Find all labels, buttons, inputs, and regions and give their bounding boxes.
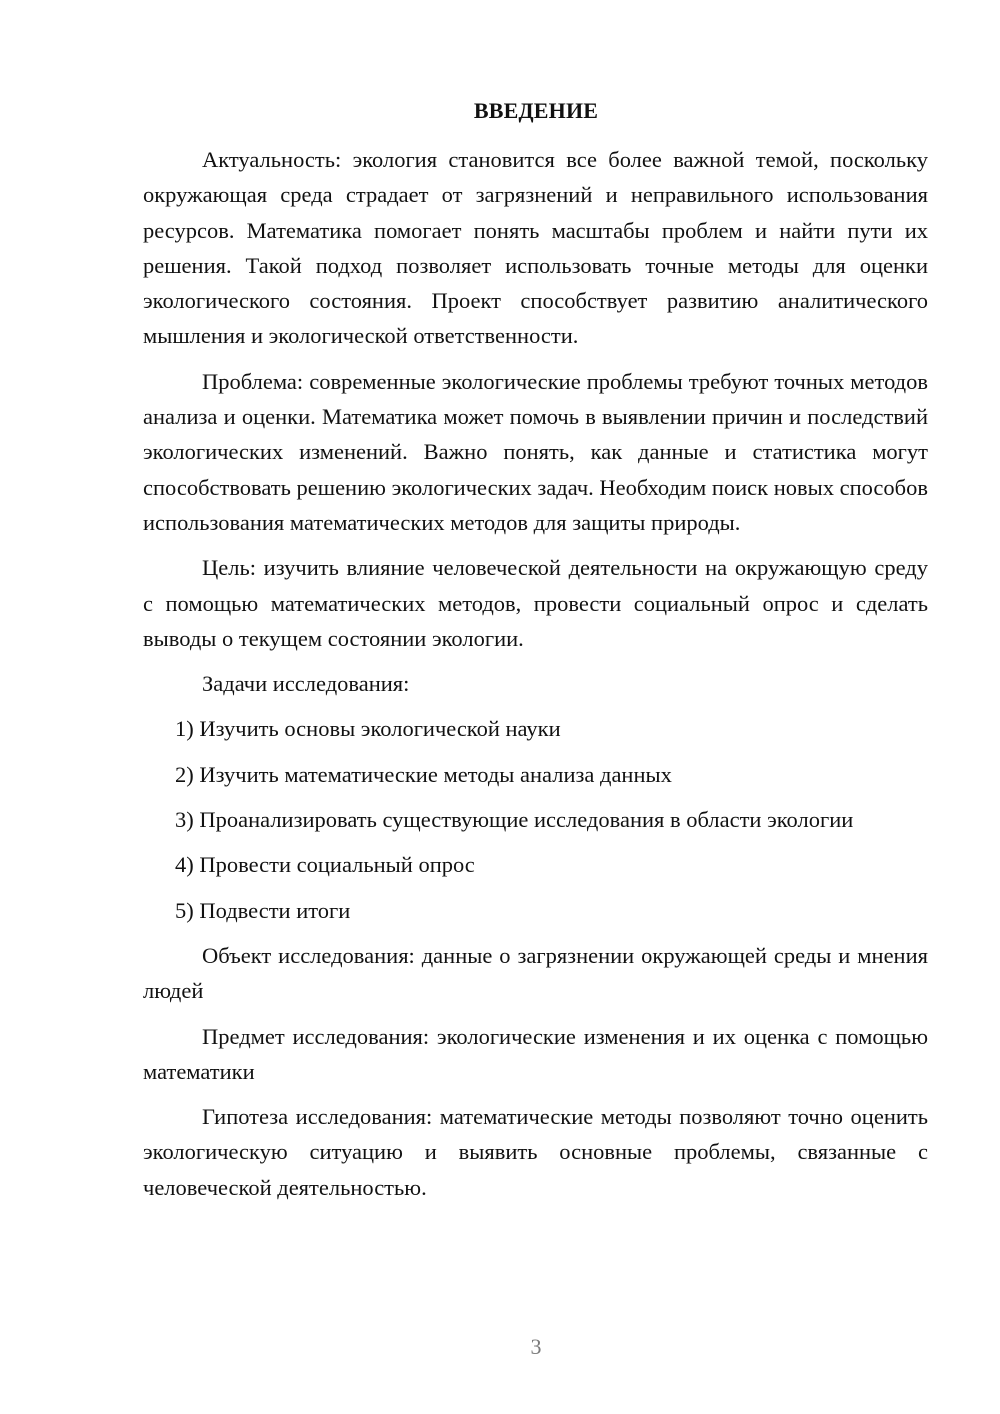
paragraph-relevance: Актуальность: экология становится все более важной темой, поскольку окружающая среда страдает от загрязнений и неправильного использования ресурсов. Математика помогает понять масштабы проблем и найти пути их решения. Такой подход позволяет использовать точные методы для оценки экологического состояния. Проект способствует развитию аналитического мышления и экологической ответственности. — [143, 147, 928, 349]
list-item: 2) Изучить математические методы анализа данных — [175, 761, 672, 787]
paragraph-object: Объект исследования: данные о загрязнении окружающей среды и мнения людей — [143, 942, 928, 1004]
paragraph-subject: Предмет исследования: экологические изменения и их оценка с помощью математики — [143, 1023, 928, 1084]
list-item: 5) Подвести итоги — [175, 897, 351, 923]
page-number: 3 — [530, 1334, 542, 1359]
paragraph-problem: Проблема: современные экологические проблемы требуют точных методов анализа и оценки. Математика может помочь в выявлении причин и последствий экологических изменений. Важно понять, как данные и статистика могут способствовать решению экологических задач. Необходим поиск новых способов использования математических методов для защиты природы. — [143, 368, 928, 535]
document-body — [143, 142, 928, 1215]
paragraph-goal: Цель: изучить влияние человеческой деятельности на окружающую среду с помощью математических методов, провести социальный опрос и сделать выводы о текущем состоянии экологии. — [143, 555, 928, 651]
list-item: 4) Провести социальный опрос — [175, 852, 475, 878]
list-item: 1) Изучить основы экологической науки — [175, 716, 561, 742]
paragraph-hypothesis: Гипотеза исследования: математические методы позволяют точно оценить экологическую ситуацию и выявить основные проблемы, связанные с человеческой деятельностью. — [143, 1104, 928, 1200]
list-item: 3) Проанализировать существующие исследования в области экологии — [175, 807, 854, 833]
tasks-heading: Задачи исследования: — [202, 671, 410, 697]
page-title: ВВЕДЕНИЕ — [473, 98, 599, 123]
tasks-list — [143, 711, 928, 927]
